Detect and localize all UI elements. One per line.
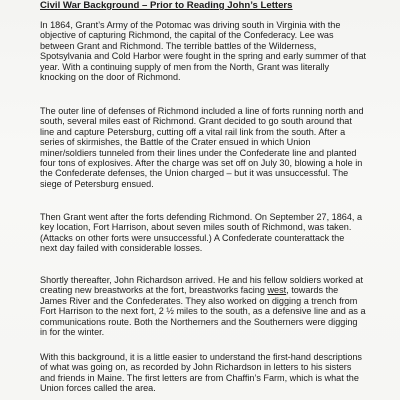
paragraph-1: [40, 20, 390, 82]
paragraph-line: creating new breastworks at the fort, breastworks facing west, towards the: [40, 285, 339, 296]
paragraph-3: [40, 212, 390, 254]
underlined-word: west: [267, 285, 287, 296]
paragraph-line: James River and the Confederates. They also worked on digging a trench from: [40, 295, 358, 306]
paragraph-line: Spotsylvania and Cold Harbor were fought in the spring and early summer of that: [40, 51, 367, 62]
paragraph-line: Shortly thereafter, John Richardson arrived. He and his fellow soldiers worked at: [40, 275, 363, 285]
paragraph-line: in for the winter.: [40, 327, 105, 338]
paragraph-line: four tons of explosives. After the charge was set off on July 30, blowing a hole in: [40, 158, 363, 169]
paragraph-2: [40, 106, 390, 189]
paragraph-5: [40, 352, 390, 394]
page-title: Civil War Background – Prior to Reading John’s Letters: [40, 0, 293, 11]
paragraph-line: miner/soldiers tunneled from their lines under the Confederate line and planted: [40, 147, 357, 158]
paragraph-line: south, several miles east of Richmond. Grant decided to go south around that: [40, 116, 352, 127]
paragraph-line: of what was going on, as recorded by John Richardson in letters to his sisters: [40, 362, 352, 373]
paragraph-4: [40, 275, 390, 337]
paragraph-line: objective of capturing Richmond, the capital of the Confederacy. Lee was: [40, 30, 334, 41]
paragraph-line: The outer line of defenses of Richmond included a line of forts running north and: [40, 106, 364, 116]
paragraph-line: Fort Harrison to the next fort, 2 ½ miles to the south, as a defensive line and as a: [40, 306, 366, 317]
paragraph-line: and friends in Maine. The first letters are from Chaffin’s Farm, which is what the: [40, 372, 359, 383]
paragraph-line: knocking on the door of Richmond.: [40, 72, 181, 83]
paragraph-line: communications route. Both the Northerners and the Southerners were digging: [40, 316, 358, 327]
paragraph-line: key location, Fort Harrison, about seven miles south of Richmond, was taken.: [40, 222, 352, 233]
paragraph-line: next day failed with considerable losses.: [40, 243, 203, 254]
paragraph-line: siege of Petersburg ensued.: [40, 178, 154, 189]
paragraph-line: between Grant and Richmond. The terrible battles of the Wilderness,: [40, 40, 317, 51]
paragraph-line: Then Grant went after the forts defending Richmond. On September 27, 1864, a: [40, 212, 363, 222]
paragraph-line: (Attacks on other forts were unsuccessful.) A Confederate counterattack the: [40, 232, 345, 243]
paragraph-line: series of skirmishes, the Battle of the Crater ensued in which Union: [40, 137, 311, 148]
paragraph-line: line and capture Petersburg, cutting off a vital rail link from the south. After a: [40, 126, 346, 137]
paragraph-line: the Confederate defenses, the Union charged – but it was unsuccessful. The: [40, 168, 349, 179]
paragraph-line: With this background, it is a little easier to understand the first-hand descriptions: [40, 352, 362, 362]
paragraph-line: Union forces called the area.: [40, 383, 156, 394]
paragraph-line: In 1864, Grant’s Army of the Potomac was driving south in Virginia with the: [40, 20, 341, 30]
paragraph-line: year. With a continuing supply of men from the North, Grant was literally: [40, 61, 330, 72]
